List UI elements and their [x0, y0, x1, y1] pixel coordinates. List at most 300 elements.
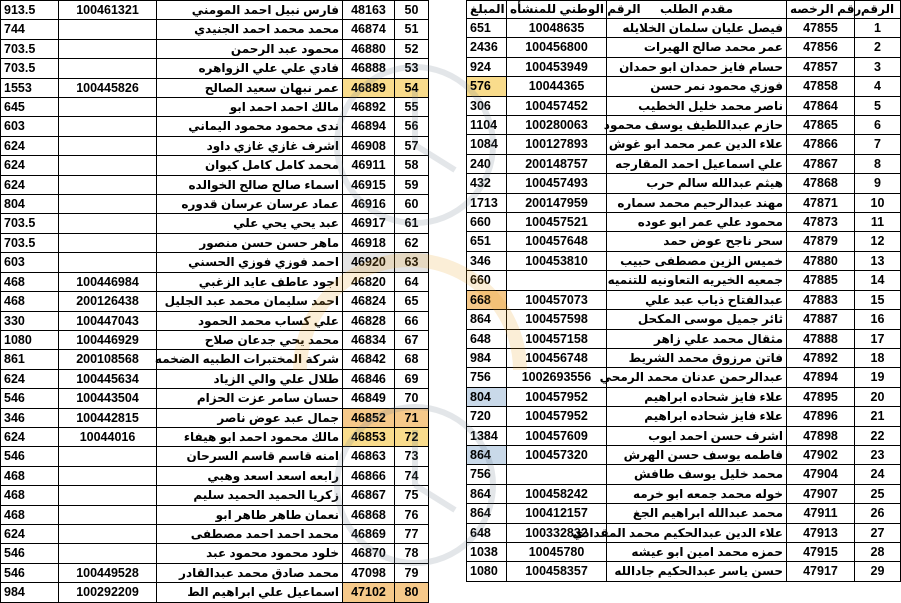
amount-cell: 668	[467, 290, 507, 309]
license-cell: 46915	[343, 175, 395, 194]
applicant-cell: محمد كامل كامل كيوان	[157, 156, 343, 175]
national-id-cell: 100457609	[507, 426, 607, 445]
table-row	[467, 271, 901, 290]
amount-cell: 1084	[467, 135, 507, 154]
national-id-cell	[59, 195, 157, 214]
applicant-cell: عبدالفتاح ذياب عبد علي	[607, 290, 787, 309]
applicant-cell: فيصل عليان سلمان الخلايله	[607, 19, 787, 38]
license-cell: 47892	[787, 348, 855, 367]
license-cell: 47883	[787, 290, 855, 309]
applicant-cell: علاء فايز شحاده ابراهيم	[607, 407, 787, 426]
license-cell: 46868	[343, 505, 395, 524]
applicant-cell: محمد خليل يوسف طافش	[607, 465, 787, 484]
table-row	[467, 38, 901, 57]
national-id-cell: 100457158	[507, 329, 607, 348]
index-cell: 13	[855, 251, 901, 270]
national-id-cell: 100442815	[59, 408, 157, 427]
applicant-cell: نعمان طاهر طاهر ابو	[157, 505, 343, 524]
table-row	[467, 426, 901, 445]
national-id-cell	[59, 156, 157, 175]
right-table-body	[467, 19, 901, 582]
license-cell: 47098	[343, 563, 395, 582]
applicant-cell: خوله محمد جمعه ابو خرمه	[607, 484, 787, 503]
amount-cell: 864	[467, 484, 507, 503]
national-id-cell: 100457648	[507, 232, 607, 251]
table-row	[1, 311, 429, 330]
header-national-id: الرقم الوطني للمنشأه	[507, 1, 607, 19]
table-row	[467, 523, 901, 542]
amount-cell: 346	[1, 408, 59, 427]
national-id-cell: 100457521	[507, 213, 607, 232]
license-cell: 47888	[787, 329, 855, 348]
applicant-cell: محمد صادق محمد عبدالقادر	[157, 563, 343, 582]
applicant-cell: احمد سليمان محمد عبد الجليل	[157, 292, 343, 311]
table-row	[467, 213, 901, 232]
national-id-cell: 10045780	[507, 542, 607, 561]
license-cell: 47895	[787, 387, 855, 406]
table-row	[467, 174, 901, 193]
index-cell: 78	[395, 544, 429, 563]
amount-cell: 703.5	[1, 233, 59, 252]
applicant-cell: ثائر جميل موسى المكحل	[607, 310, 787, 329]
license-cell: 47915	[787, 542, 855, 561]
applicant-cell: اشرف حسن احمد ايوب	[607, 426, 787, 445]
amount-cell: 648	[467, 329, 507, 348]
national-id-cell: 100443504	[59, 389, 157, 408]
license-cell: 47871	[787, 193, 855, 212]
national-id-cell	[59, 466, 157, 485]
table-row	[467, 154, 901, 173]
table-row	[1, 59, 429, 78]
table-row	[467, 251, 901, 270]
table-row	[1, 486, 429, 505]
national-id-cell: 100412157	[507, 504, 607, 523]
national-id-cell: 10044016	[59, 427, 157, 446]
license-cell: 46867	[343, 486, 395, 505]
index-cell: 20	[855, 387, 901, 406]
table-row	[467, 310, 901, 329]
amount-cell: 651	[467, 232, 507, 251]
applicant-cell: فاطمه يوسف حسن الهرش	[607, 445, 787, 464]
national-id-cell	[59, 486, 157, 505]
table-row	[1, 195, 429, 214]
index-cell: 80	[395, 583, 429, 602]
applicant-cell: علاء فايز شحاده ابراهيم	[607, 387, 787, 406]
table-row	[1, 466, 429, 485]
amount-cell: 804	[467, 387, 507, 406]
amount-cell: 756	[467, 368, 507, 387]
license-cell: 47102	[343, 583, 395, 602]
national-id-cell	[59, 505, 157, 524]
index-cell: 9	[855, 174, 901, 193]
index-cell: 27	[855, 523, 901, 542]
applicant-cell: اسماعيل علي ابراهيم الط	[157, 583, 343, 602]
amount-cell: 240	[467, 154, 507, 173]
license-cell: 47873	[787, 213, 855, 232]
table-row	[1, 39, 429, 58]
national-id-cell: 1002693556	[507, 368, 607, 387]
table-row	[1, 98, 429, 117]
license-cell: 47866	[787, 135, 855, 154]
index-cell: 17	[855, 329, 901, 348]
license-cell: 46889	[343, 78, 395, 97]
table-row	[1, 447, 429, 466]
amount-cell: 468	[1, 292, 59, 311]
amount-cell: 603	[1, 253, 59, 272]
license-cell: 46911	[343, 156, 395, 175]
table-row	[1, 292, 429, 311]
index-cell: 28	[855, 542, 901, 561]
amount-cell: 913.5	[1, 1, 59, 20]
left-data-table	[0, 0, 429, 603]
amount-cell: 703.5	[1, 39, 59, 58]
license-cell: 47885	[787, 271, 855, 290]
national-id-cell: 10044365	[507, 77, 607, 96]
license-cell: 47913	[787, 523, 855, 542]
license-cell: 46880	[343, 39, 395, 58]
index-cell: 53	[395, 59, 429, 78]
table-row	[467, 232, 901, 251]
left-table-body	[1, 1, 429, 603]
amount-cell: 648	[467, 523, 507, 542]
applicant-cell: حسام فايز حمدان ابو حمدان	[607, 57, 787, 76]
amount-cell: 546	[1, 389, 59, 408]
amount-cell: 330	[1, 311, 59, 330]
applicant-cell: علاء الدين عمر محمد ابو غوش	[607, 135, 787, 154]
right-table-header-row	[467, 1, 901, 19]
index-cell: 29	[855, 562, 901, 581]
applicant-cell: حسان سامر عزت الحزام	[157, 389, 343, 408]
license-cell: 46828	[343, 311, 395, 330]
national-id-cell: 100453949	[507, 57, 607, 76]
table-row	[467, 135, 901, 154]
amount-cell: 861	[1, 350, 59, 369]
national-id-cell: 100458357	[507, 562, 607, 581]
applicant-cell: محمد محمد احمد الجنيدي	[157, 20, 343, 39]
index-cell: 73	[395, 447, 429, 466]
amount-cell: 720	[467, 407, 507, 426]
index-cell: 68	[395, 350, 429, 369]
national-id-cell: 100447043	[59, 311, 157, 330]
license-cell: 47911	[787, 504, 855, 523]
index-cell: 54	[395, 78, 429, 97]
applicant-cell: حسن ياسر عبدالحكيم جادالله	[607, 562, 787, 581]
license-cell: 46849	[343, 389, 395, 408]
table-row	[467, 96, 901, 115]
national-id-cell: 100457073	[507, 290, 607, 309]
national-id-cell: 100445826	[59, 78, 157, 97]
applicant-cell: اشرف غازي غازي داود	[157, 136, 343, 155]
national-id-cell: 100457598	[507, 310, 607, 329]
table-row	[467, 465, 901, 484]
license-cell: 47879	[787, 232, 855, 251]
index-cell: 26	[855, 504, 901, 523]
national-id-cell: 100457452	[507, 96, 607, 115]
license-cell: 46852	[343, 408, 395, 427]
national-id-cell: 100280063	[507, 116, 607, 135]
license-cell: 46824	[343, 292, 395, 311]
amount-cell: 744	[1, 20, 59, 39]
index-cell: 74	[395, 466, 429, 485]
national-id-cell	[59, 233, 157, 252]
amount-cell: 864	[467, 310, 507, 329]
applicant-cell: فادي علي علي الزواهره	[157, 59, 343, 78]
license-cell: 47856	[787, 38, 855, 57]
license-cell: 47898	[787, 426, 855, 445]
applicant-cell: عماد عرسان عرسان قدوره	[157, 195, 343, 214]
amount-cell: 1080	[467, 562, 507, 581]
national-id-cell	[59, 136, 157, 155]
applicant-cell: هيثم عبدالله سالم حرب	[607, 174, 787, 193]
table-row	[1, 583, 429, 602]
amount-cell: 1038	[467, 542, 507, 561]
index-cell: 15	[855, 290, 901, 309]
table-row	[467, 542, 901, 561]
table-row	[1, 524, 429, 543]
license-cell: 47864	[787, 96, 855, 115]
right-table-panel	[466, 0, 900, 593]
national-id-cell: 100461321	[59, 1, 157, 20]
license-cell: 46863	[343, 447, 395, 466]
amount-cell: 864	[467, 445, 507, 464]
index-cell: 14	[855, 271, 901, 290]
national-id-cell: 100446929	[59, 330, 157, 349]
amount-cell: 546	[1, 447, 59, 466]
national-id-cell: 100332832	[507, 523, 607, 542]
national-id-cell	[59, 59, 157, 78]
license-cell: 47867	[787, 154, 855, 173]
index-cell: 76	[395, 505, 429, 524]
amount-cell: 1553	[1, 78, 59, 97]
index-cell: 77	[395, 524, 429, 543]
table-row	[1, 272, 429, 291]
table-row	[467, 77, 901, 96]
header-amount: المبلغ	[467, 1, 507, 19]
amount-cell: 468	[1, 486, 59, 505]
header-index: الرقم	[855, 1, 901, 19]
applicant-cell: امنه قاسم قاسم السرحان	[157, 447, 343, 466]
amount-cell: 1713	[467, 193, 507, 212]
license-cell: 46846	[343, 369, 395, 388]
national-id-cell	[59, 447, 157, 466]
applicant-cell: عمر محمد صالح الهيرات	[607, 38, 787, 57]
amount-cell: 703.5	[1, 214, 59, 233]
index-cell: 59	[395, 175, 429, 194]
license-cell: 46892	[343, 98, 395, 117]
national-id-cell	[507, 465, 607, 484]
applicant-cell: محمد احمد احمد مصطفى	[157, 524, 343, 543]
table-row	[467, 57, 901, 76]
license-cell: 47857	[787, 57, 855, 76]
amount-cell: 660	[467, 271, 507, 290]
index-cell: 70	[395, 389, 429, 408]
applicant-cell: عبد يحي يحي علي	[157, 214, 343, 233]
index-cell: 1	[855, 19, 901, 38]
table-row	[467, 504, 901, 523]
national-id-cell: 100457952	[507, 407, 607, 426]
amount-cell: 432	[467, 174, 507, 193]
license-cell: 46866	[343, 466, 395, 485]
index-cell: 18	[855, 348, 901, 367]
table-row	[1, 78, 429, 97]
table-row	[1, 1, 429, 20]
amount-cell: 703.5	[1, 59, 59, 78]
applicant-cell: فاتن مرزوق محمد الشريط	[607, 348, 787, 367]
applicant-cell: عمر نبهان سعيد الصالح	[157, 78, 343, 97]
table-row	[1, 117, 429, 136]
table-row	[467, 484, 901, 503]
index-cell: 25	[855, 484, 901, 503]
license-cell: 48163	[343, 1, 395, 20]
applicant-cell: سحر ناجح عوض حمد	[607, 232, 787, 251]
table-row	[467, 348, 901, 367]
applicant-cell: محمود علي عمر ابو عوده	[607, 213, 787, 232]
index-cell: 5	[855, 96, 901, 115]
index-cell: 6	[855, 116, 901, 135]
amount-cell: 651	[467, 19, 507, 38]
applicant-cell: حازم عبداللطيف يوسف محمود	[607, 116, 787, 135]
amount-cell: 645	[1, 98, 59, 117]
applicant-cell: ندى محمود محمود اليماني	[157, 117, 343, 136]
header-applicant: مقدم الطلب	[607, 1, 787, 19]
amount-cell: 804	[1, 195, 59, 214]
national-id-cell: 100453810	[507, 251, 607, 270]
amount-cell: 924	[467, 57, 507, 76]
national-id-cell: 100457493	[507, 174, 607, 193]
national-id-cell: 100456800	[507, 38, 607, 57]
amount-cell: 624	[1, 136, 59, 155]
index-cell: 51	[395, 20, 429, 39]
index-cell: 61	[395, 214, 429, 233]
index-cell: 63	[395, 253, 429, 272]
applicant-cell: خميس الزين مصطفى حبيب	[607, 251, 787, 270]
applicant-cell: عبدالرحمن عدنان محمد الرمحي	[607, 368, 787, 387]
national-id-cell: 200108568	[59, 350, 157, 369]
license-cell: 47894	[787, 368, 855, 387]
table-row	[1, 156, 429, 175]
table-row	[467, 387, 901, 406]
applicant-cell: علاء الدين عبدالحكيم محمد المقدادي	[607, 523, 787, 542]
right-data-table	[466, 0, 901, 582]
index-cell: 12	[855, 232, 901, 251]
index-cell: 8	[855, 154, 901, 173]
index-cell: 7	[855, 135, 901, 154]
license-cell: 46916	[343, 195, 395, 214]
national-id-cell: 10048635	[507, 19, 607, 38]
national-id-cell	[59, 20, 157, 39]
license-cell: 47880	[787, 251, 855, 270]
applicant-cell: محمود عبد الرحمن	[157, 39, 343, 58]
license-cell: 46917	[343, 214, 395, 233]
table-row	[1, 505, 429, 524]
applicant-cell: مالك محمود احمد ابو هيفاء	[157, 427, 343, 446]
amount-cell: 984	[1, 583, 59, 602]
index-cell: 69	[395, 369, 429, 388]
national-id-cell	[59, 175, 157, 194]
national-id-cell	[59, 524, 157, 543]
amount-cell: 624	[1, 369, 59, 388]
index-cell: 21	[855, 407, 901, 426]
table-row	[467, 407, 901, 426]
amount-cell: 546	[1, 544, 59, 563]
applicant-cell: ماهر حسن حسن منصور	[157, 233, 343, 252]
index-cell: 62	[395, 233, 429, 252]
table-row	[467, 368, 901, 387]
applicant-cell: اجود عاطف عايد الزغبي	[157, 272, 343, 291]
national-id-cell: 100449528	[59, 563, 157, 582]
index-cell: 11	[855, 213, 901, 232]
amount-cell: 1080	[1, 330, 59, 349]
amount-cell: 1104	[467, 116, 507, 135]
applicant-cell: علي كساب محمد الحمود	[157, 311, 343, 330]
index-cell: 19	[855, 368, 901, 387]
table-row	[1, 544, 429, 563]
amount-cell: 984	[467, 348, 507, 367]
table-row	[1, 175, 429, 194]
index-cell: 10	[855, 193, 901, 212]
amount-cell: 306	[467, 96, 507, 115]
license-cell: 46820	[343, 272, 395, 291]
amount-cell: 660	[467, 213, 507, 232]
license-cell: 47896	[787, 407, 855, 426]
amount-cell: 864	[467, 504, 507, 523]
table-row	[1, 330, 429, 349]
applicant-cell: طلال علي والي الزياد	[157, 369, 343, 388]
header-license: رقم الرخصه	[787, 1, 855, 19]
applicant-cell: مثقال محمد علي زاهر	[607, 329, 787, 348]
amount-cell: 2436	[467, 38, 507, 57]
applicant-cell: مالك احمد احمد ابو	[157, 98, 343, 117]
left-table-panel	[0, 0, 428, 600]
license-cell: 47904	[787, 465, 855, 484]
license-cell: 46869	[343, 524, 395, 543]
amount-cell: 624	[1, 427, 59, 446]
applicant-cell: محمد يحي جدعان صلاح	[157, 330, 343, 349]
license-cell: 46874	[343, 20, 395, 39]
amount-cell: 346	[467, 251, 507, 270]
index-cell: 52	[395, 39, 429, 58]
license-cell: 46920	[343, 253, 395, 272]
national-id-cell: 100456748	[507, 348, 607, 367]
national-id-cell: 100457952	[507, 387, 607, 406]
license-cell: 47902	[787, 445, 855, 464]
national-id-cell	[59, 214, 157, 233]
table-row	[1, 136, 429, 155]
index-cell: 67	[395, 330, 429, 349]
applicant-cell: اسماء صالح صالح الخوالده	[157, 175, 343, 194]
amount-cell: 468	[1, 466, 59, 485]
national-id-cell	[59, 117, 157, 136]
license-cell: 46853	[343, 427, 395, 446]
applicant-cell: شركة المختبرات الطبيه الضخمه	[157, 350, 343, 369]
table-row	[1, 214, 429, 233]
license-cell: 46842	[343, 350, 395, 369]
index-cell: 55	[395, 98, 429, 117]
license-cell: 47868	[787, 174, 855, 193]
applicant-cell: فوزي محمود نمر حسن	[607, 77, 787, 96]
table-row	[1, 350, 429, 369]
amount-cell: 468	[1, 272, 59, 291]
license-cell: 46870	[343, 544, 395, 563]
amount-cell: 624	[1, 524, 59, 543]
amount-cell: 624	[1, 175, 59, 194]
index-cell: 58	[395, 156, 429, 175]
applicant-cell: ناصر محمد خليل الخطيب	[607, 96, 787, 115]
national-id-cell	[59, 253, 157, 272]
index-cell: 2	[855, 38, 901, 57]
index-cell: 23	[855, 445, 901, 464]
license-cell: 47855	[787, 19, 855, 38]
